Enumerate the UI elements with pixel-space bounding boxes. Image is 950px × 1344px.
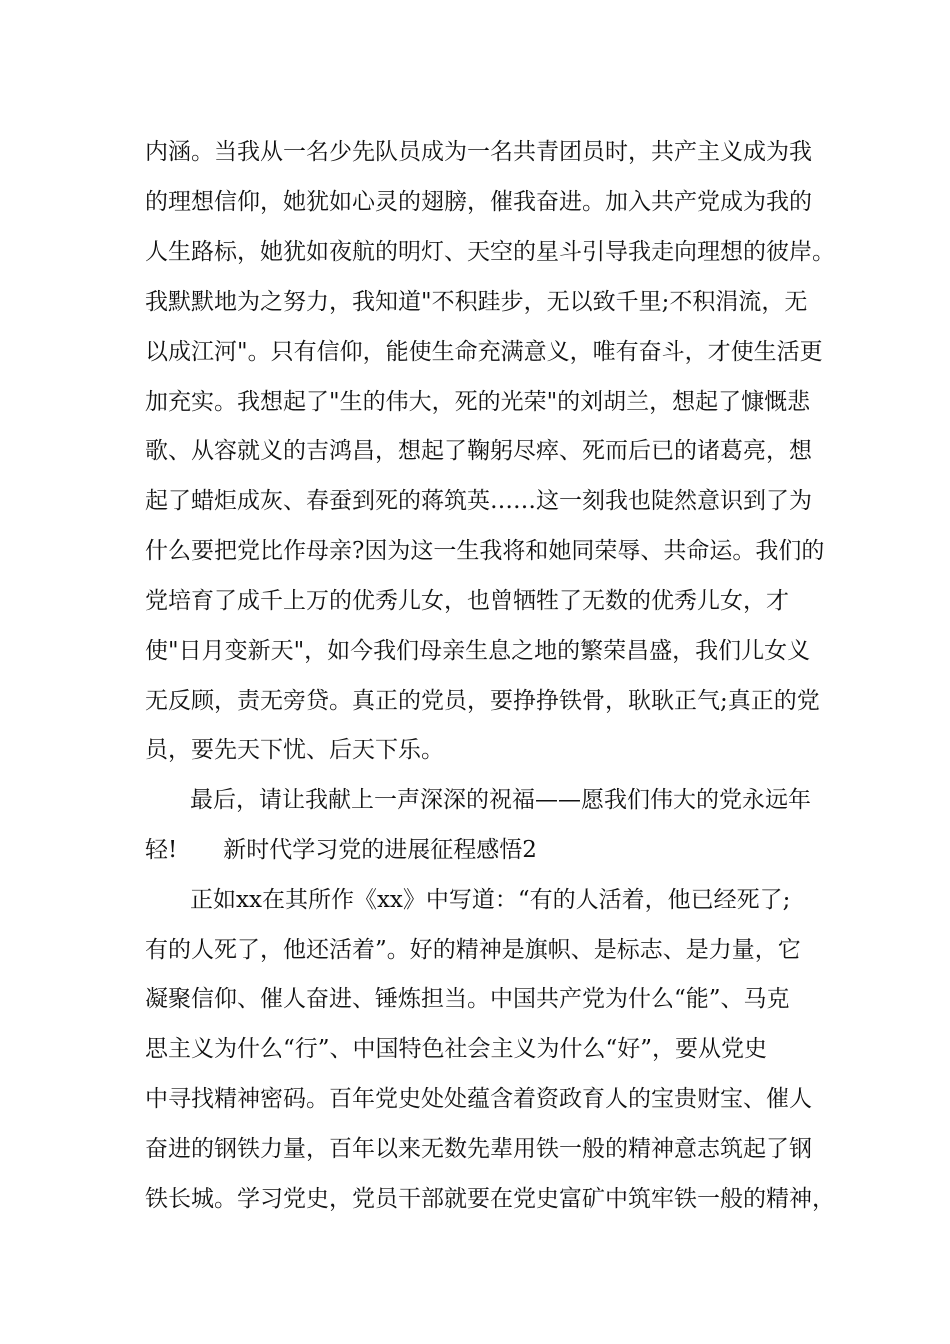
- text-line-1: 内涵。当我从一名少先队员成为一名共青团员时，共产主义成为我: [145, 139, 812, 165]
- text-line-2: 的理想信仰，她犹如心灵的翅膀，催我奋进。加入共产党成为我的: [145, 189, 812, 215]
- text-line-17: 有的人死了，他还活着”。好的精神是旗帜、是标志、是力量，它: [145, 937, 801, 963]
- text-line-8: 起了蜡炬成灰、春蚕到死的蒋筑英……这一刻我也陡然意识到了为: [145, 488, 812, 514]
- text-line-12: 无反顾，责无旁贷。真正的党员，要挣挣铁骨，耿耿正气;真正的党: [145, 688, 820, 714]
- text-line-11: 使"日月变新天"，如今我们母亲生息之地的繁荣昌盛，我们儿女义: [145, 638, 811, 664]
- text-line-5: 以成江河"。只有信仰，能使生命充满意义，唯有奋斗，才使生活更: [145, 339, 823, 365]
- text-line-21: 奋进的钢铁力量，百年以来无数先辈用铁一般的精神意志筑起了钢: [145, 1136, 812, 1162]
- paragraph-start-quote: 正如xx在其所作《xx》中写道：“有的人活着，他已经死了;: [190, 887, 791, 913]
- paragraph-closing-wish: 最后，请让我献上一声深深的祝福——愿我们伟大的党永远年: [190, 787, 811, 813]
- text-line-3: 人生路标，她犹如夜航的明灯、天空的星斗引导我走向理想的彼岸。: [145, 239, 835, 265]
- section-title-line: 轻! 新时代学习党的进展征程感悟2: [145, 837, 537, 863]
- text-line-18: 凝聚信仰、催人奋进、锤炼担当。中国共产党为什么“能”、马克: [145, 986, 790, 1012]
- text-line-13: 员，要先天下忧、后天下乐。: [145, 737, 444, 763]
- text-line-19: 思主义为什么“行”、中国特色社会主义为什么“好”，要从党史: [145, 1036, 768, 1062]
- text-line-4: 我默默地为之努力，我知道"不积跬步，无以致千里;不积涓流，无: [145, 289, 808, 315]
- text-line-7: 歌、从容就义的吉鸿昌，想起了鞠躬尽瘁、死而后已的诸葛亮，想: [145, 438, 812, 464]
- text-line-6: 加充实。我想起了"生的伟大，死的光荣"的刘胡兰，想起了慷慨悲: [145, 389, 811, 415]
- text-line-22: 铁长城。学习党史，党员干部就要在党史富矿中筑牢铁一般的精神，: [145, 1186, 835, 1212]
- text-line-10: 党培育了成千上万的优秀儿女，也曾牺牲了无数的优秀儿女，才: [145, 588, 789, 614]
- text-line-9: 什么要把党比作母亲?因为这一生我将和她同荣辱、共命运。我们的: [145, 538, 825, 564]
- text-line-20: 中寻找精神密码。百年党史处处蕴含着资政育人的宝贵财宝、催人: [145, 1086, 812, 1112]
